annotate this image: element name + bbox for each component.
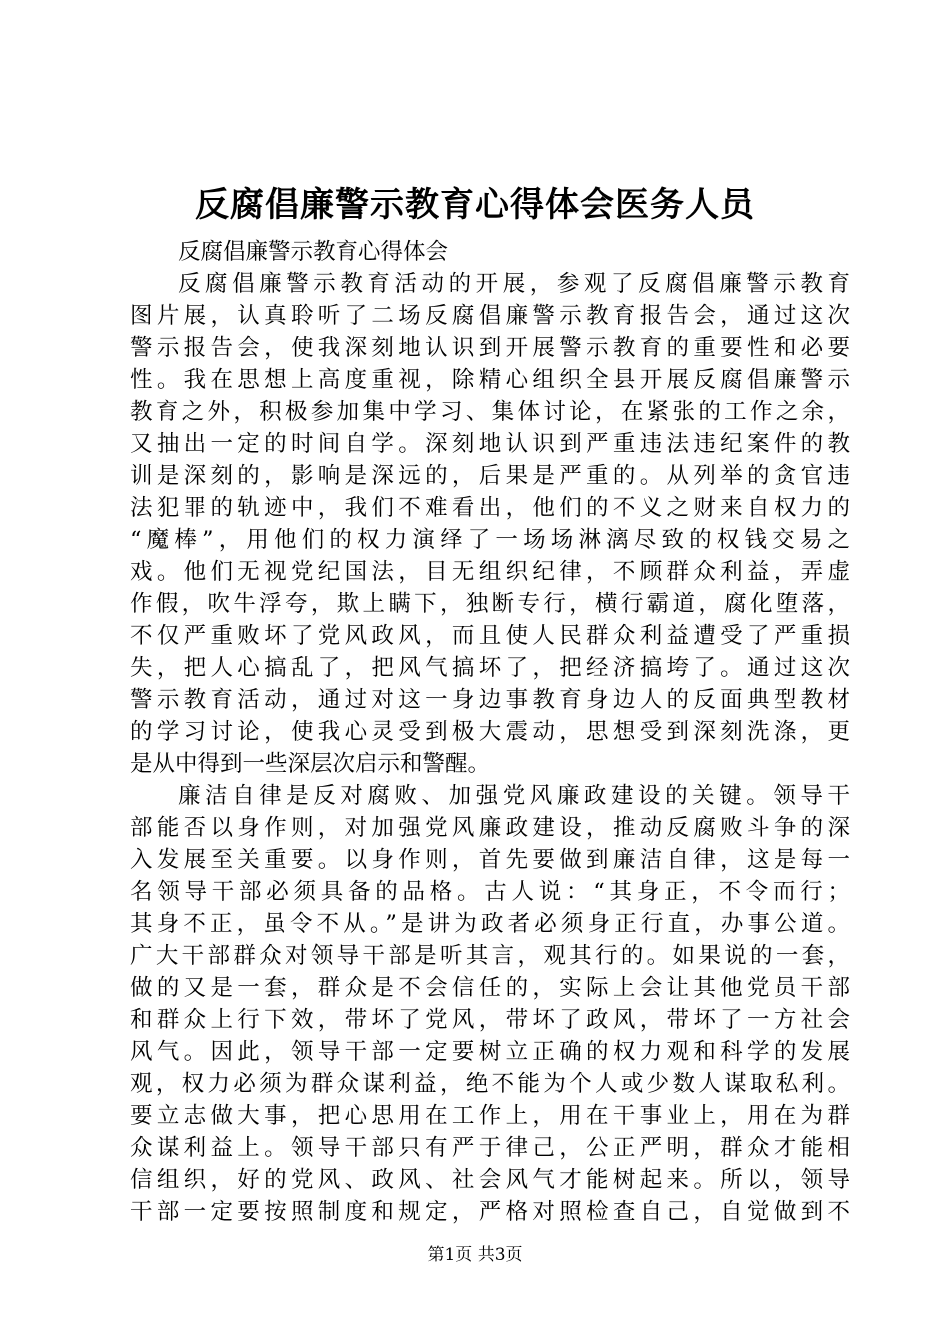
text-line: 信组织，好的党风、政风、社会风气才能树起来。所以，领导: [130, 1167, 850, 1193]
page-footer: 第1页 共3页: [427, 1245, 523, 1265]
text-line: 观，权力必须为群众谋利益，绝不能为个人或少数人谋取私利。: [130, 1071, 850, 1097]
text-line: 和群众上行下效，带坏了党风，带坏了政风，带坏了一方社会: [130, 1007, 850, 1033]
text-line: 干部一定要按照制度和规定，严格对照检查自己，自觉做到不: [130, 1199, 850, 1225]
text-line: “魔棒”，用他们的权力演绎了一场场淋漓尽致的权钱交易之: [130, 527, 850, 553]
text-line: 做的又是一套，群众是不会信任的，实际上会让其他党员干部: [130, 975, 850, 1001]
text-line: 入发展至关重要。以身作则，首先要做到廉洁自律，这是每一: [130, 847, 850, 873]
text-line: 图片展，认真聆听了二场反腐倡廉警示教育报告会，通过这次: [130, 303, 850, 329]
text-line: 要立志做大事，把心思用在工作上，用在干事业上，用在为群: [130, 1103, 850, 1129]
text-line: 教育之外，积极参加集中学习、集体讨论，在紧张的工作之余，: [130, 399, 850, 425]
text-line: 训是深刻的，影响是深远的，后果是严重的。从列举的贪官违: [130, 463, 850, 489]
document-title: 反腐倡廉警示教育心得体会医务人员: [195, 185, 755, 225]
text-line: 其身不正，虽令不从。”是讲为政者必须身正行直，办事公道。: [130, 911, 850, 937]
text-line: 的学习讨论，使我心灵受到极大震动，思想受到深刻洗涤，更: [130, 719, 850, 745]
text-line: 戏。他们无视党纪国法，目无组织纪律，不顾群众利益，弄虚: [130, 559, 850, 585]
text-line: 风气。因此，领导干部一定要树立正确的权力观和科学的发展: [130, 1039, 850, 1065]
document-subtitle: 反腐倡廉警示教育心得体会: [178, 239, 449, 265]
text-line: 作假，吹牛浮夸，欺上瞒下，独断专行，横行霸道，腐化堕落，: [130, 591, 850, 617]
text-line: 警示报告会，使我深刻地认识到开展警示教育的重要性和必要: [130, 335, 850, 361]
text-line: 性。我在思想上高度重视，除精心组织全县开展反腐倡廉警示: [130, 367, 850, 393]
text-line: 部能否以身作则，对加强党风廉政建设，推动反腐败斗争的深: [130, 815, 850, 841]
text-line: 失，把人心搞乱了，把风气搞坏了，把经济搞垮了。通过这次: [130, 655, 850, 681]
text-line: 又抽出一定的时间自学。深刻地认识到严重违法违纪案件的教: [130, 431, 850, 457]
text-line: 广大干部群众对领导干部是听其言，观其行的。如果说的一套，: [130, 943, 850, 969]
text-line: 是从中得到一些深层次启示和警醒。: [130, 751, 491, 777]
text-line: 法犯罪的轨迹中，我们不难看出，他们的不义之财来自权力的: [130, 495, 850, 521]
text-line: 警示教育活动，通过对这一身边事教育身边人的反面典型教材: [130, 687, 850, 713]
text-line: 众谋利益上。领导干部只有严于律己，公正严明，群众才能相: [130, 1135, 850, 1161]
text-line: 廉洁自律是反对腐败、加强党风廉政建设的关键。领导干: [178, 783, 850, 809]
text-line: 名领导干部必须具备的品格。古人说：“其身正，不令而行；: [130, 879, 850, 905]
paragraph-2: [130, 780, 850, 1228]
document-body: [130, 236, 850, 1228]
paragraph-1: [130, 268, 850, 780]
text-line: 反腐倡廉警示教育活动的开展，参观了反腐倡廉警示教育: [178, 271, 850, 297]
text-line: 不仅严重败坏了党风政风，而且使人民群众利益遭受了严重损: [130, 623, 850, 649]
